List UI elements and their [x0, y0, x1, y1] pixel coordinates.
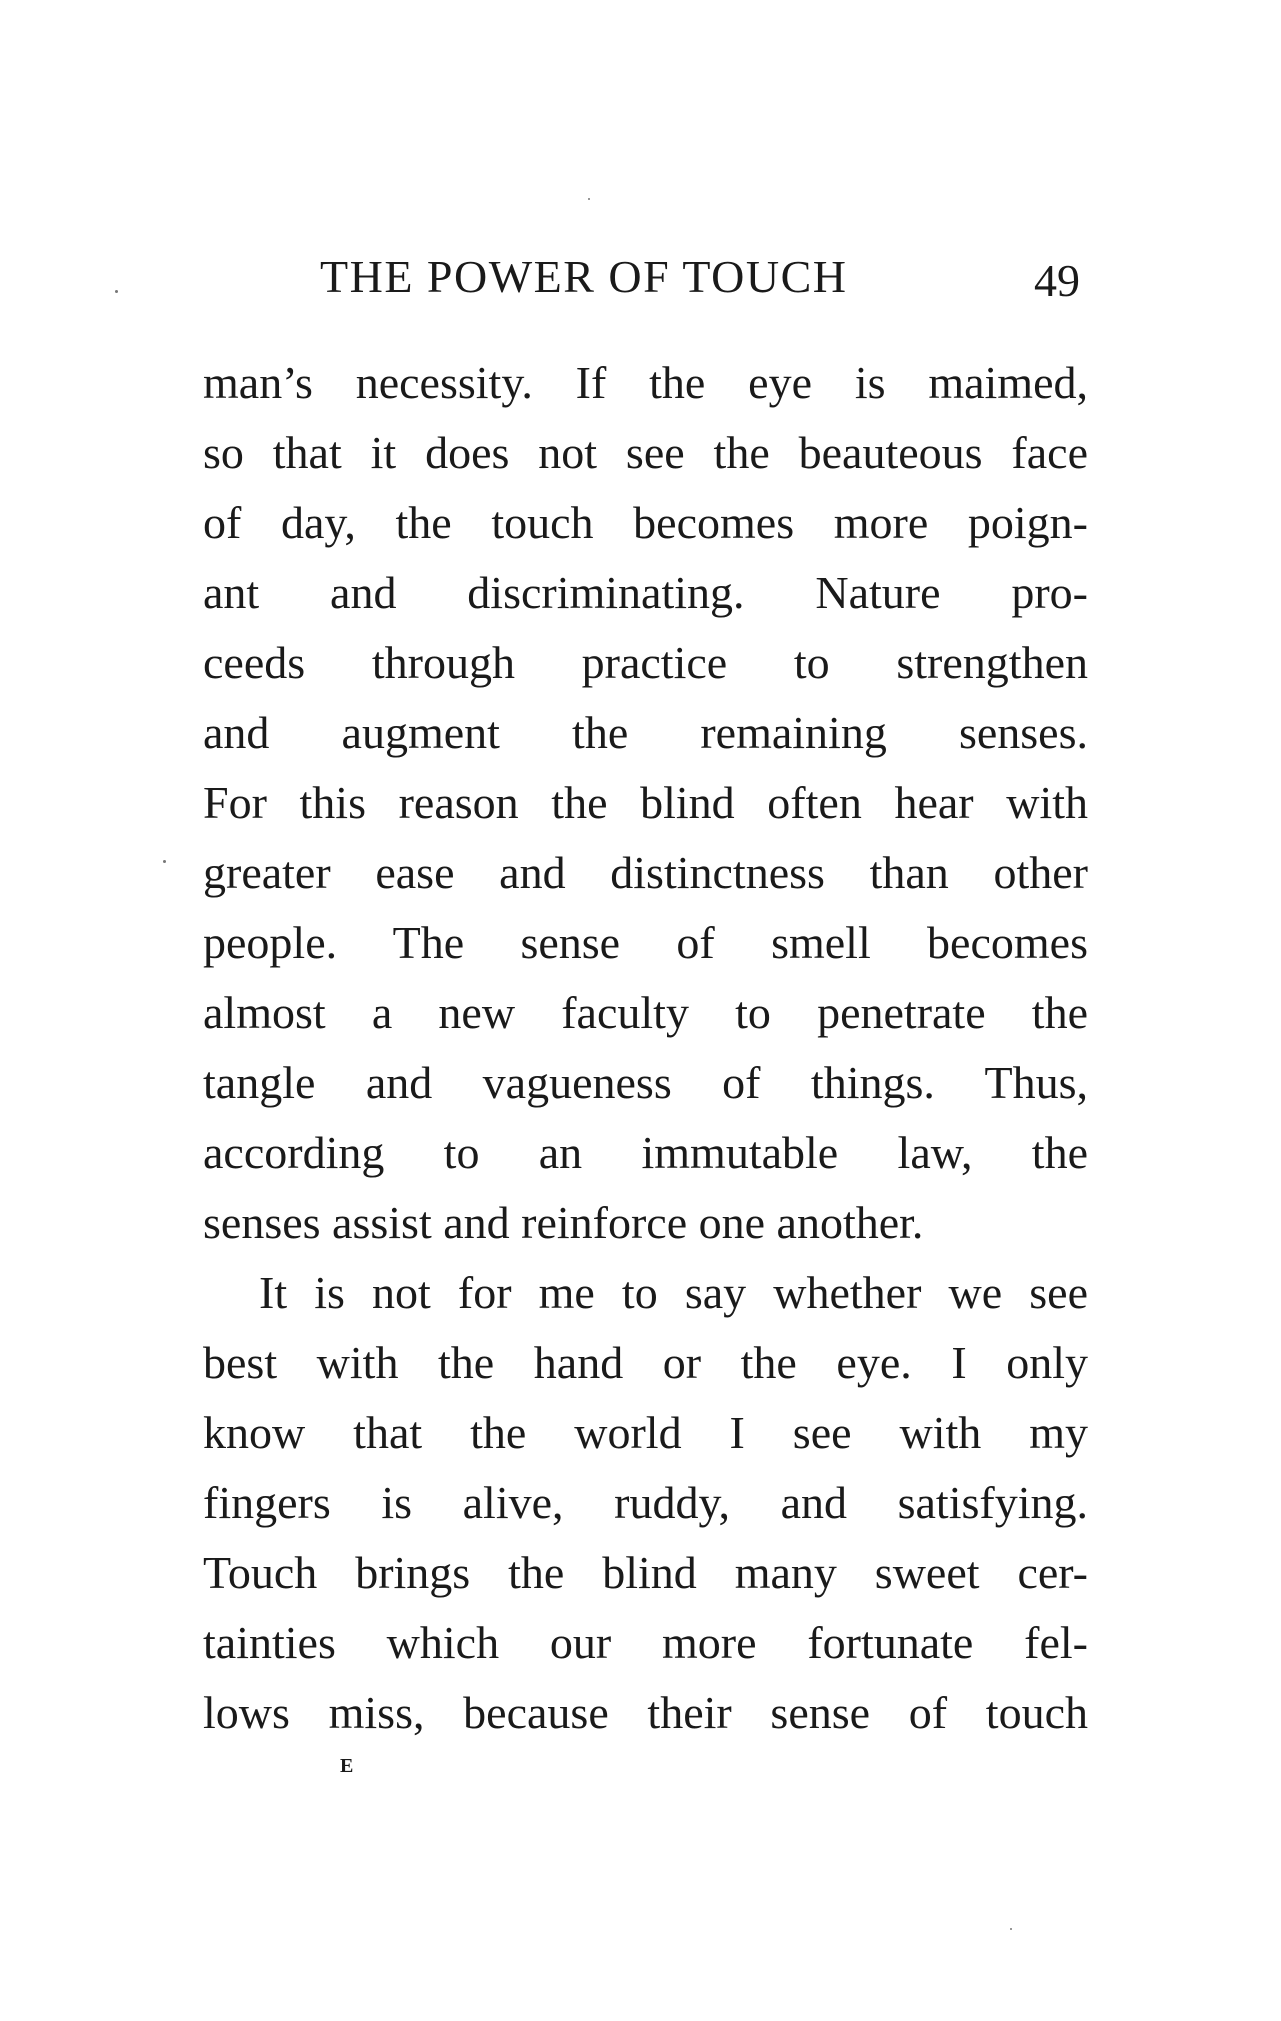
text-line: and augment the remaining senses. [203, 707, 1088, 758]
text-line: ceeds through practice to strengthen [203, 637, 1088, 688]
running-head [320, 250, 1080, 310]
text-line: know that the world I see with my [203, 1407, 1088, 1458]
running-title: THE POWER OF TOUCH [320, 251, 848, 302]
text-line: It is not for me to say whether we see [259, 1267, 1088, 1318]
paper-speck [1010, 1928, 1012, 1930]
text-line: according to an immutable law, the [203, 1127, 1088, 1178]
text-line: lows miss, because their sense of touch [203, 1687, 1088, 1738]
text-line: For this reason the blind often hear with [203, 777, 1088, 828]
text-line: tangle and vagueness of things. Thus, [203, 1057, 1088, 1108]
text-line: senses assist and reinforce one another. [203, 1197, 924, 1248]
page-number: 49 [1034, 255, 1080, 306]
text-line: tainties which our more fortunate fel- [203, 1617, 1088, 1668]
text-line: so that it does not see the beauteous face [203, 427, 1088, 478]
text-line: of day, the touch becomes more poign- [203, 497, 1088, 548]
paper-speck [588, 198, 590, 200]
text-line: greater ease and distinctness than other [203, 847, 1088, 898]
text-line: man’s necessity. If the eye is maimed, [203, 357, 1088, 408]
text-line: Touch brings the blind many sweet cer- [203, 1547, 1088, 1598]
text-line: people. The sense of smell becomes [203, 917, 1088, 968]
paper-speck [163, 860, 166, 863]
signature-mark: E [340, 1755, 355, 1777]
paper-speck [115, 290, 118, 293]
text-line: ant and discriminating. Nature pro- [203, 567, 1088, 618]
text-line: best with the hand or the eye. I only [203, 1337, 1088, 1388]
body-text [203, 348, 1088, 1748]
text-line: fingers is alive, ruddy, and satisfying. [203, 1477, 1088, 1528]
text-line: almost a new faculty to penetrate the [203, 987, 1088, 1038]
